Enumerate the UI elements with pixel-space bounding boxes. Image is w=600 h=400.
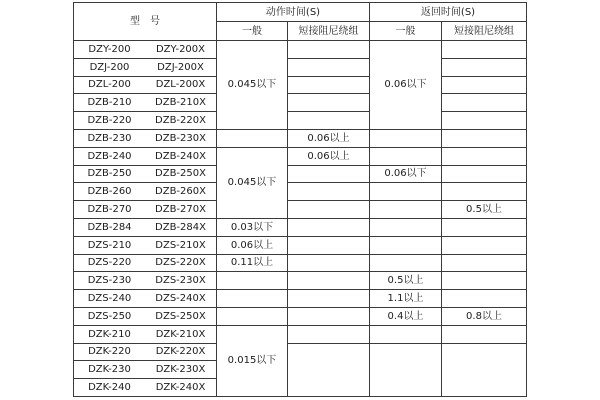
- model-name: DZJ-200: [89, 61, 130, 73]
- table-row: [74, 165, 527, 183]
- cell-action-damping: [288, 218, 370, 236]
- header-action-damping: 短接阻尼绕组: [288, 22, 370, 41]
- table-row: [74, 94, 527, 112]
- cell-action-damping: [288, 112, 370, 130]
- cell-return-damping: 0.5以上: [442, 201, 527, 219]
- model-name-x: DZS-250X: [155, 310, 206, 322]
- cell-return-general: [370, 236, 442, 254]
- model-cell: [74, 254, 217, 272]
- cell-return-damping: [442, 218, 527, 236]
- model-cell: [74, 58, 217, 76]
- model-name: DZB-240: [87, 150, 132, 162]
- cell-return-damping: [442, 41, 527, 59]
- cell-return-general: 0.06以下: [370, 165, 442, 183]
- model-name-x: DZB-270X: [155, 204, 206, 216]
- cell-action-damping: [288, 201, 370, 219]
- model-name: DZB-284: [87, 221, 132, 233]
- model-name: DZL-200: [88, 79, 131, 91]
- table-row: [74, 76, 527, 94]
- cell-action-damping: [288, 254, 370, 272]
- cell-return-damping: [442, 147, 527, 165]
- model-cell: [74, 218, 217, 236]
- model-name-x: DZK-220X: [155, 346, 206, 358]
- table-row: [74, 147, 527, 165]
- cell-action-general: [217, 272, 288, 290]
- model-name-x: DZB-230X: [155, 132, 206, 144]
- model-cell: [74, 290, 217, 308]
- model-name: DZB-260: [87, 186, 132, 198]
- model-cell: [74, 379, 217, 397]
- table-row: [74, 218, 527, 236]
- cell-return-general: [370, 129, 442, 147]
- cell-action-damping: [288, 165, 370, 183]
- cell-action-general: 0.03以下: [217, 218, 288, 236]
- model-cell: [74, 183, 217, 201]
- cell-return-damping: [442, 236, 527, 254]
- model-name-x: DZS-220X: [155, 257, 206, 269]
- model-name: DZK-210: [88, 328, 131, 340]
- cell-action-damping: [288, 41, 370, 59]
- model-name: DZS-230: [87, 275, 132, 287]
- cell-return-damping: [442, 129, 527, 147]
- cell-action-general: 0.11以上: [217, 254, 288, 272]
- cell-return-general: [370, 183, 442, 201]
- cell-return-damping: [442, 325, 527, 343]
- cell-return-damping: [442, 254, 527, 272]
- table-row: [74, 236, 527, 254]
- cell-action-damping: [288, 94, 370, 112]
- cell-return-general: [370, 325, 442, 343]
- cell-action-general: 0.045以下: [217, 147, 288, 218]
- header-action-time: 动作时间(S): [217, 3, 370, 22]
- cell-action-general: 0.015以下: [217, 325, 288, 396]
- cell-return-general: [370, 218, 442, 236]
- cell-return-general: [370, 201, 442, 219]
- model-name-x: DZB-240X: [155, 150, 206, 162]
- header-row-1: [74, 3, 527, 22]
- cell-action-general: [217, 307, 288, 325]
- cell-return-general: [370, 254, 442, 272]
- cell-return-damping: [442, 58, 527, 76]
- model-name-x: DZY-200X: [155, 43, 206, 55]
- cell-return-damping: [442, 183, 527, 201]
- table-row: [74, 325, 527, 343]
- table-row: [74, 343, 527, 361]
- cell-return-general: 0.5以上: [370, 272, 442, 290]
- model-cell: [74, 272, 217, 290]
- model-name-x: DZL-200X: [155, 79, 206, 91]
- cell-action-damping: [288, 307, 370, 325]
- cell-action-general: 0.045以下: [217, 41, 288, 130]
- table-row: [74, 307, 527, 325]
- model-name-x: DZS-240X: [155, 293, 206, 305]
- model-name: DZB-210: [87, 97, 132, 109]
- model-name-x: DZS-210X: [155, 239, 206, 251]
- model-cell: [74, 325, 217, 343]
- relay-spec-table: [73, 2, 527, 397]
- header-return-general: 一般: [370, 22, 442, 41]
- model-cell: [74, 129, 217, 147]
- header-return-time: 返回时间(S): [370, 3, 527, 22]
- cell-return-damping: [442, 290, 527, 308]
- cell-action-damping: [288, 58, 370, 76]
- header-model: 型 号: [74, 3, 217, 41]
- cell-action-damping: [288, 76, 370, 94]
- table-row: [74, 129, 527, 147]
- cell-action-general: 0.06以上: [217, 236, 288, 254]
- header-return-damping: 短接阻尼绕组: [442, 22, 527, 41]
- cell-return-general: 1.1以上: [370, 290, 442, 308]
- model-name-x: DZB-220X: [155, 115, 206, 127]
- table-row: [74, 272, 527, 290]
- model-name: DZK-230: [88, 364, 131, 376]
- header-action-general: 一般: [217, 22, 288, 41]
- model-name-x: DZJ-200X: [157, 61, 204, 73]
- model-cell: [74, 201, 217, 219]
- model-name: DZS-220: [87, 257, 132, 269]
- table-row: [74, 112, 527, 130]
- model-cell: [74, 112, 217, 130]
- model-cell: [74, 307, 217, 325]
- cell-return-general: 0.4以上: [370, 307, 442, 325]
- cell-action-damping: [288, 325, 370, 343]
- model-name-x: DZB-284X: [155, 221, 206, 233]
- model-name: DZK-240: [88, 382, 131, 394]
- table-row: [74, 183, 527, 201]
- model-cell: [74, 41, 217, 59]
- model-name-x: DZK-230X: [155, 364, 206, 376]
- model-cell: [74, 94, 217, 112]
- model-name-x: DZB-260X: [155, 186, 206, 198]
- table-row: [74, 41, 527, 59]
- model-cell: [74, 343, 217, 361]
- model-name-x: DZK-210X: [155, 328, 206, 340]
- model-name: DZB-230: [87, 132, 132, 144]
- cell-return-damping: [442, 272, 527, 290]
- cell-action-damping: 0.06以上: [288, 147, 370, 165]
- cell-return-damping: 0.8以上: [442, 307, 527, 325]
- model-cell: [74, 361, 217, 379]
- cell-action-damping: [288, 343, 370, 396]
- cell-action-general: [217, 129, 288, 147]
- cell-action-damping: [288, 272, 370, 290]
- cell-action-general: [217, 290, 288, 308]
- model-name: DZS-210: [87, 239, 132, 251]
- model-cell: [74, 147, 217, 165]
- cell-action-damping: [288, 183, 370, 201]
- model-cell: [74, 236, 217, 254]
- cell-return-damping: [442, 343, 527, 396]
- table-row: [74, 254, 527, 272]
- cell-action-damping: 0.06以上: [288, 129, 370, 147]
- model-name-x: DZB-250X: [155, 168, 206, 180]
- cell-return-general: [370, 343, 442, 396]
- model-cell: [74, 165, 217, 183]
- model-name-x: DZB-210X: [155, 97, 206, 109]
- cell-return-damping: [442, 94, 527, 112]
- model-name: DZK-220: [88, 346, 131, 358]
- model-name: DZS-250: [87, 310, 132, 322]
- model-name: DZB-270: [87, 204, 132, 216]
- cell-action-damping: [288, 236, 370, 254]
- cell-return-general: 0.06以下: [370, 41, 442, 130]
- cell-return-general: [370, 147, 442, 165]
- cell-action-damping: [288, 290, 370, 308]
- cell-return-damping: [442, 112, 527, 130]
- cell-return-damping: [442, 165, 527, 183]
- model-name: DZB-220: [87, 115, 132, 127]
- model-name: DZS-240: [87, 293, 132, 305]
- model-name: DZY-200: [88, 43, 131, 55]
- table-row: [74, 290, 527, 308]
- model-name-x: DZK-240X: [155, 382, 206, 394]
- model-cell: [74, 76, 217, 94]
- cell-return-damping: [442, 76, 527, 94]
- table-row: [74, 201, 527, 219]
- model-name-x: DZS-230X: [155, 275, 206, 287]
- model-name: DZB-250: [87, 168, 132, 180]
- table-row: [74, 58, 527, 76]
